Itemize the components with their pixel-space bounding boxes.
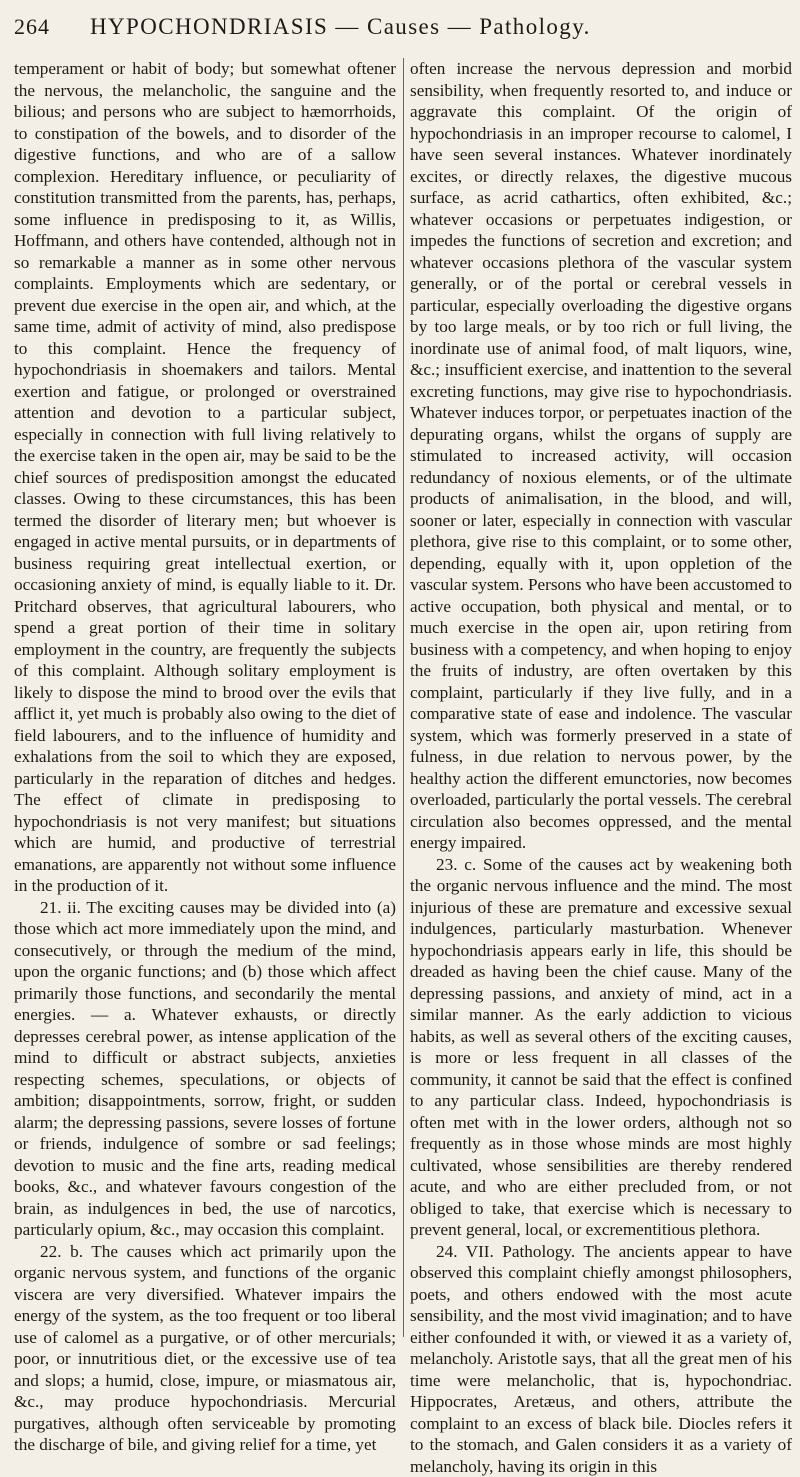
running-title: HYPOCHONDRIASIS — Causes — Pathology. <box>90 14 591 39</box>
right-column-text: often increase the nervous depression and morbid sensibility, when frequently resorted to, and induce or aggravate this complaint. Of the origin of hypochondriasis in an improper recourse to calomel, I have seen several instances. Whatever inordinately excites, or directly relaxes, the digestive mucous surface, as acrid cathartics, often exhibited, &c.; whatever occasions or perpetuates indigestion, or impedes the functions of secretion and excretion; and whatever occasions plethora of the vascular system generally, or of the portal or cerebral vessels in particular, especially overloading the digestive organs by too large meals, or by too rich or full living, the inordinate use of animal food, of malt liquors, wine, &c.; insufficient exercise, and inattention to the several excreting functions, may give rise to hypochondriasis. Whatever induces torpor, or perpetuates inaction of the depurating organs, whilst the organs of supply are stimulated to increased activity, will occasion redundancy of noxious elements, or of the ultimate products of animalisation, in the blood, and will, sooner or later, especially in connection with vascular plethora, give rise to this complaint, or to some other, depending, equally with it, upon oppletion of the vascular system. Persons who have been accustomed to active occupation, both physical and mental, or to much exercise in the open air, upon retiring from business with a competency, and when hoping to enjoy the fruits of industry, are often overtaken by this complaint, particularly if they live fully, and in a comparative state of ease and indolence. The vascular system, which was formerly preserved in a state of fulness, in due relation to nervous power, by the healthy action the different emunctories, now becomes overloaded, particularly the portal vessels. The cerebral circulation also becomes oppressed, and the mental energy impaired. 23. c. Some of the causes act by weakening both the organic nervous influence and the mind. The most injurious of these are premature and excessive sexual indulgences, particularly masturbation. Whenever hypochondriasis appears early in life, this should be dreaded as having been the chief cause. Many of the depressing passions, and anxiety of mind, act in a similar manner. As the early addiction to vicious habits, as well as several others of the exciting causes, is more or less frequent in all classes of the community, it cannot be said that the effect is confined to any particular class. Indeed, hypochondriasis is often met with in the lower orders, although not so frequently as in those whose minds are most highly cultivated, whose sensibilities are thereby rendered acute, and who are either precluded from, or not obliged to take, that exercise which is necessary to prevent general, local, or excrementitious plethora. 24. VII. Pathology. The ancients appear to have observed this complaint chiefly amongst philosophers, poets, and others endowed with the most acute sensibility, and the most vivid imagination; and to have either confounded it with, or viewed it as a variety of, melancholy. Aristotle says, that all the great men of his time were melancholic, that is, hypochondriac. Hippocrates, Aretæus, and others, attribute the complaint to an excess of black bile. Diocles refers it to the stomach, and Galen considers it as a variety of melancholy, having its origin in this <box>410 59 792 1476</box>
text-columns <box>14 58 792 1476</box>
page-header <box>14 14 786 40</box>
left-column <box>14 58 403 1454</box>
page-number: 264 <box>14 14 50 39</box>
right-column <box>404 58 792 1476</box>
left-column-text: temperament or habit of body; but somewhat oftener the nervous, the melancholic, the sanguine and the bilious; and persons who are subject to hæmorrhoids, to constipation of the bowels, and to disorder of the digestive functions, and who are of a sallow complexion. Hereditary influence, or peculiarity of constitution transmitted from the parents, has, perhaps, some influence in predisposing to it, as Willis, Hoffmann, and others have contended, although not in so remarkable a manner as in some other nervous complaints. Employments which are sedentary, or prevent due exercise in the open air, and which, at the same time, admit of activity of mind, also predispose to this complaint. Hence the frequency of hypochondriasis in shoemakers and tailors. Mental exertion and fatigue, or prolonged or overstrained attention and devotion to a particular subject, especially in connection with full living relatively to the exercise taken in the open air, may be said to be the chief sources of predisposition amongst the educated classes. Owing to these circumstances, this has been termed the disorder of literary men; but whoever is engaged in active mental pursuits, or in departments of business requiring great intellectual exertion, or occasioning anxiety of mind, is equally liable to it. Dr. Pritchard observes, that agricultural labourers, who spend a great portion of their time in solitary employment in the country, are frequently the subjects of this complaint. Although solitary employment is likely to dispose the mind to brood over the evils that afflict it, yet much is probably also owing to the diet of field labourers, and to the influence of humidity and exhalations from the soil to which they are exposed, particularly in the reparation of ditches and hedges. The effect of climate in predisposing to hypochondriasis is not very manifest; but situations which are humid, and productive of terrestrial emanations, are apparently not without some influence in the production of it. 21. ii. The exciting causes may be divided into (a) those which act more immediately upon the mind, and consecutively, or through the medium of the mind, upon the organic functions; and (b) those which affect primarily those functions, and secondarily the mental energies. — a. Whatever exhausts, or directly depresses cerebral power, as intense application of the mind to difficult or abstract subjects, anxieties respecting schemes, speculations, or objects of ambition; disappointments, sorrow, fright, or sudden alarm; the depressing passions, severe losses of fortune or friends, indulgence of sombre or sad feelings; devotion to music and the fine arts, reading medical books, &c., and whatever favours congestion of the brain, as indulgences in bed, the use of narcotics, particularly opium, &c., may occasion this complaint. 22. b. The causes which act primarily upon the organic nervous system, and functions of the organic viscera are very diversified. Whatever impairs the energy of the system, as the too frequent or too liberal use of calomel as a purgative, or of other mercurials; poor, or innutritious diet, or the excessive use of tea and slops; a humid, close, impure, or miasmatous air, &c., may produce hypochondriasis. Mercurial purgatives, although often serviceable by promoting the discharge of bile, and giving relief for a time, yet <box>14 59 396 1454</box>
